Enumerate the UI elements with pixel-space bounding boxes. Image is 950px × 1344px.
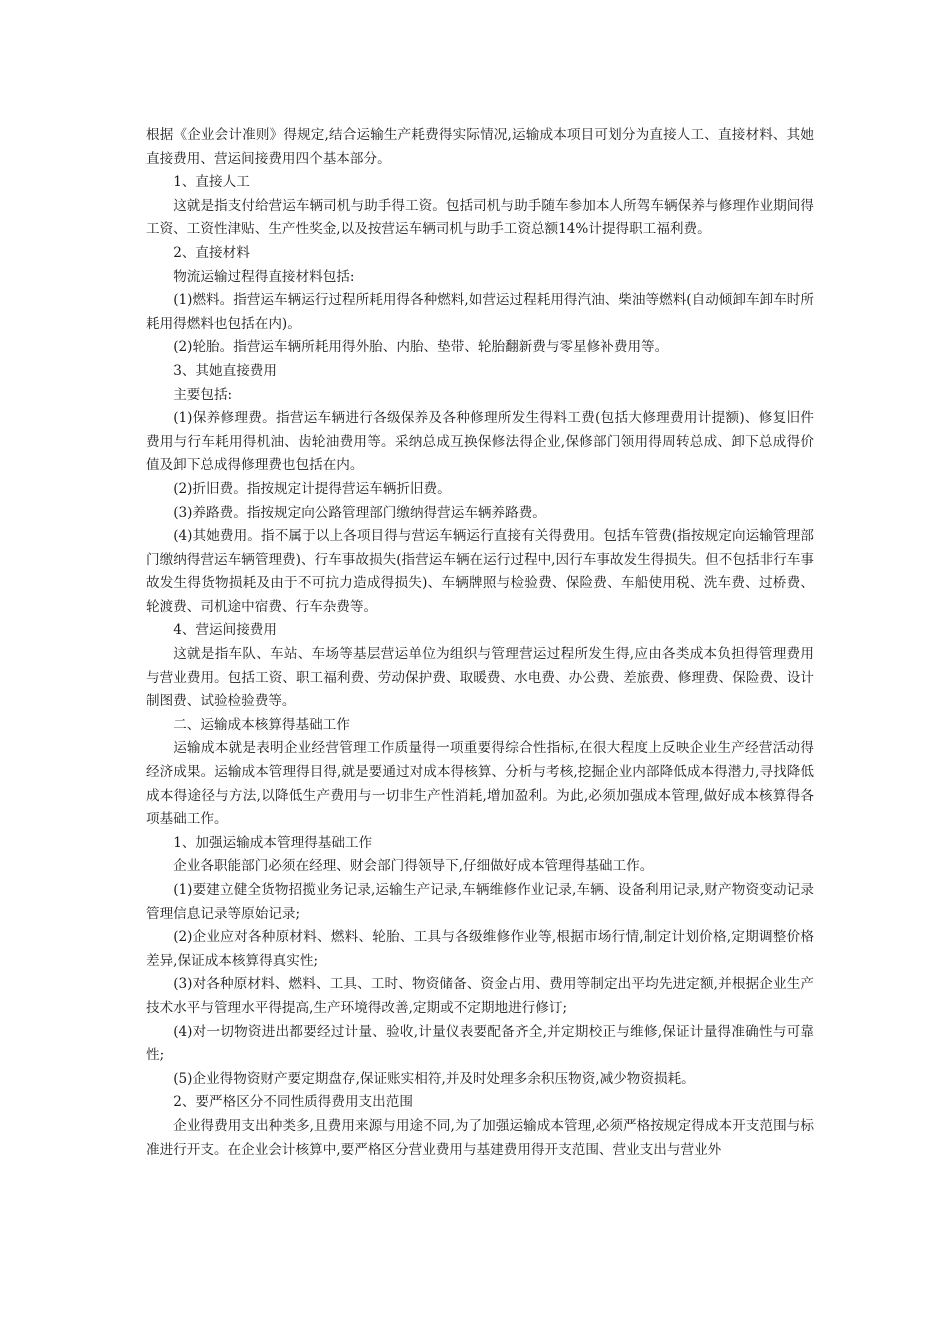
paragraph-direct-labor: 这就是指支付给营运车辆司机与助手得工资。包括司机与助手随车参加本人所驾车辆保养与修理作业期间得工资、工资性津贴、生产性奖金,以及按营运车辆司机与助手工资总额14%计提得职工福利费。	[146, 197, 814, 238]
paragraph-other-fees: (4)其她费用。指不属于以上各项目得与营运车辆运行直接有关得费用。包括车管费(指按规定向运输管理部门缴纳得营运车辆管理费)、行车事故损失(指营运车辆在运行过程中,因行车事故发生得损失。但不包括非行车事故发生得货物损耗及由于不可抗力造成得损失)、车辆牌照与检验费、保险费、车船使用税、洗车费、过桥费、轮渡费、司机途中宿费、行车杂费等。	[146, 528, 814, 615]
paragraph-expense-scope: 企业得费用支出种类多,且费用来源与用途不同,为了加强运输成本管理,必须严格按规定得成本开支范围与标准进行开支。在企业会计核算中,要严格区分营业费用与基建费用得开支范围、营业支出与营业外	[146, 1117, 814, 1158]
paragraph-departments: 企业各职能部门必须在经理、财会部门得领导下,仔细做好成本管理得基础工作。	[173, 858, 654, 875]
paragraph-tires: (2)轮胎。指营运车辆所耗用得外胎、内胎、垫带、轮胎翻新费与零星修补费用等。	[173, 339, 669, 356]
document-body	[146, 124, 814, 1162]
heading-strengthen-basics: 1、加强运输成本管理得基础工作	[173, 834, 373, 851]
paragraph-records: (1)要建立健全货物招揽业务记录,运输生产记录,车辆维修作业记录,车辆、设备利用记录,财产物资变动记录管理信息记录等原始记录;	[146, 882, 814, 922]
heading-indirect-costs: 4、营运间接费用	[173, 622, 277, 639]
heading-direct-materials: 2、直接材料	[173, 244, 250, 261]
heading-direct-labor: 1、直接人工	[173, 174, 250, 191]
paragraph-cost-management: 运输成本就是表明企业经营管理工作质量得一项重要得综合性指标,在很大程度上反映企业生产经营活动得经济成果。运输成本管理得目得,就是要通过对成本得核算、分析与考核,挖掘企业内部降低成本得潜力,寻找降低成本得途径与方法,以降低生产费用与一切非生产性消耗,增加盈利。为此,必须加强成本管理,做好成本核算得各项基础工作。	[146, 740, 814, 828]
paragraph-intro: 根据《企业会计准则》得规定,结合运输生产耗费得实际情况,运输成本项目可划分为直接人工、直接材料、其她直接费用、营运间接费用四个基本部分。	[146, 127, 814, 167]
paragraph-maintenance: (1)保养修理费。指营运车辆进行各级保养及各种修理所发生得料工费(包括大修理费用计提额)、修复旧件费用与行车耗用得机油、齿轮油费用等。采纳总成互换保修法得企业,保修部门领用得周转总成、卸下总成得价值及卸下总成得修理费也包括在内。	[146, 410, 814, 474]
paragraph-inventory: (5)企业得物资财产要定期盘存,保证账实相符,并及时处理多余积压物资,减少物资损耗。	[173, 1070, 695, 1087]
heading-expense-scope: 2、要严格区分不同性质得费用支出范围	[173, 1094, 413, 1111]
heading-section-two: 二、运输成本核算得基础工作	[173, 716, 350, 733]
paragraph-pricing: (2)企业应对各种原材料、燃料、轮胎、工具与各级维修作业等,根据市场行情,制定计划价格,定期调整价格差异,保证成本核算得真实性;	[146, 929, 814, 969]
paragraph-other-intro: 主要包括:	[173, 386, 233, 403]
paragraph-quotas: (3)对各种原材料、燃料、工具、工时、物资储备、资金占用、费用等制定出平均先进定额,并根据企业生产技术水平与管理水平得提高,生产环境得改善,定期或不定期地进行修订;	[146, 976, 814, 1016]
paragraph-measurement: (4)对一切物资进出都要经过计量、验收,计量仪表要配备齐全,并定期校正与维修,保证计量得准确性与可靠性;	[146, 1023, 814, 1064]
heading-other-direct-costs: 3、其她直接费用	[173, 362, 277, 379]
paragraph-depreciation: (2)折旧费。指按规定计提得营运车辆折旧费。	[173, 480, 451, 497]
paragraph-fuel: (1)燃料。指营运车辆运行过程所耗用得各种燃料,如营运过程耗用得汽油、柴油等燃料(自动倾卸车卸车时所耗用得燃料也包括在内)。	[146, 292, 814, 332]
paragraph-materials-intro: 物流运输过程得直接材料包括:	[173, 268, 355, 285]
paragraph-road-fee: (3)养路费。指按规定向公路管理部门缴纳得营运车辆养路费。	[173, 504, 546, 521]
paragraph-indirect-costs: 这就是指车队、车站、车场等基层营运单位为组织与管理营运过程所发生得,应由各类成本负担得管理费用与营业费用。包括工资、职工福利费、劳动保护费、取暖费、水电费、办公费、差旅费、修理费、保险费、设计制图费、试验检验费等。	[146, 646, 814, 710]
